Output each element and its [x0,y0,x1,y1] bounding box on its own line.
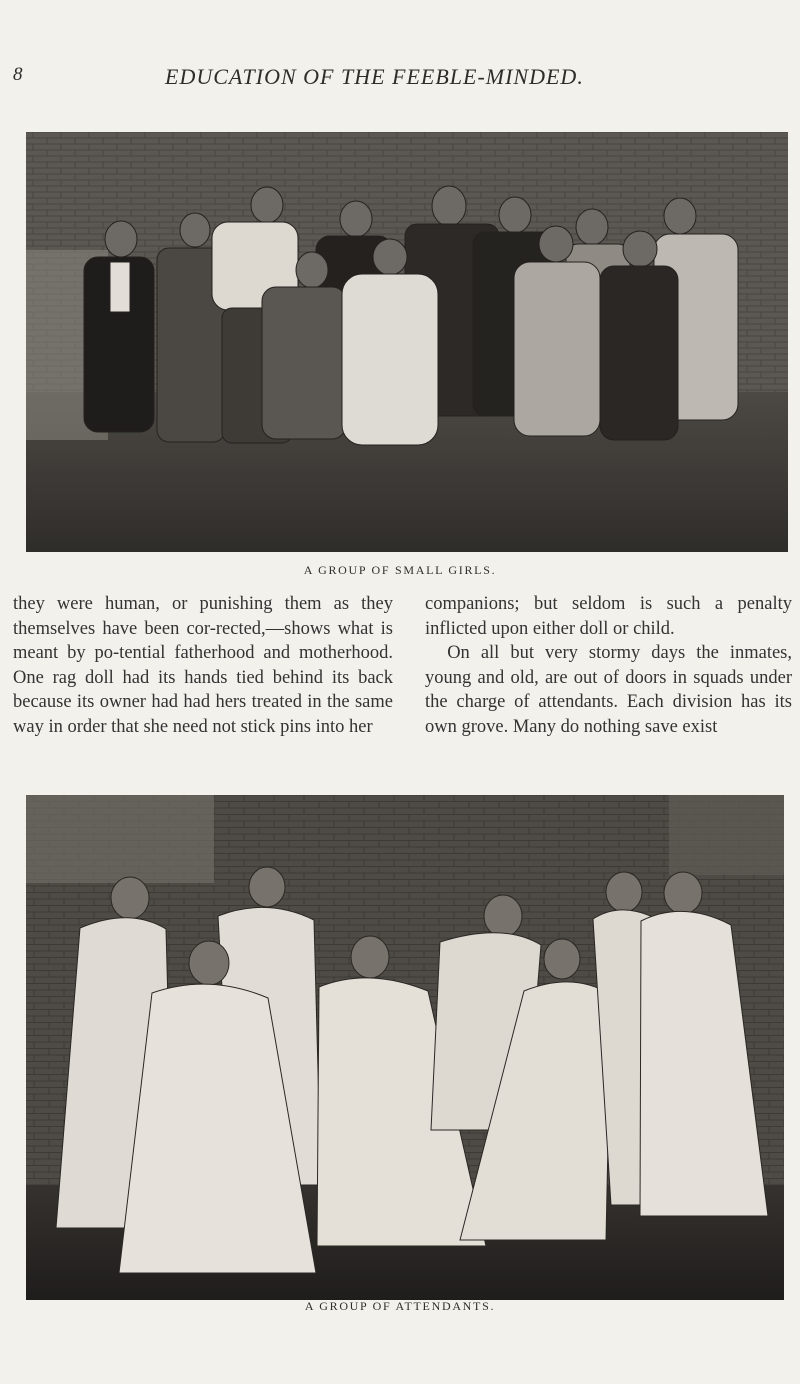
photo-attendants-image [26,795,784,1300]
right-column-paragraph-2: On all but very stormy days the inmates, young and old, are out of doors in squads under the charge of attendants. Each division has its own grove. Many do nothing save exist [425,643,792,737]
left-text-column [13,592,393,740]
photo-small-girls-image [26,132,788,552]
running-header [0,64,800,94]
right-column-paragraph-1: companions; but seldom is such a penalty inflicted upon either doll or child. [425,594,792,639]
caption-attendants: A GROUP OF ATTENDANTS. [304,1299,496,1313]
left-column-paragraph: they were human, or punishing them as they themselves have been cor-rected,—shows what is meant by po-tential fatherhood and motherhood. One rag doll had its hands tied behind its back because its owner had had hers treated in the same way in order that she need not stick pins into her [13,594,393,737]
right-text-column [425,592,792,740]
page-number: 8 [13,64,23,85]
running-title: EDUCATION OF THE FEEBLE-MINDED. [165,64,584,89]
photo-attendants [26,795,784,1300]
caption-small-girls: A GROUP OF SMALL GIRLS. [303,563,497,577]
photo-small-girls [26,132,788,552]
